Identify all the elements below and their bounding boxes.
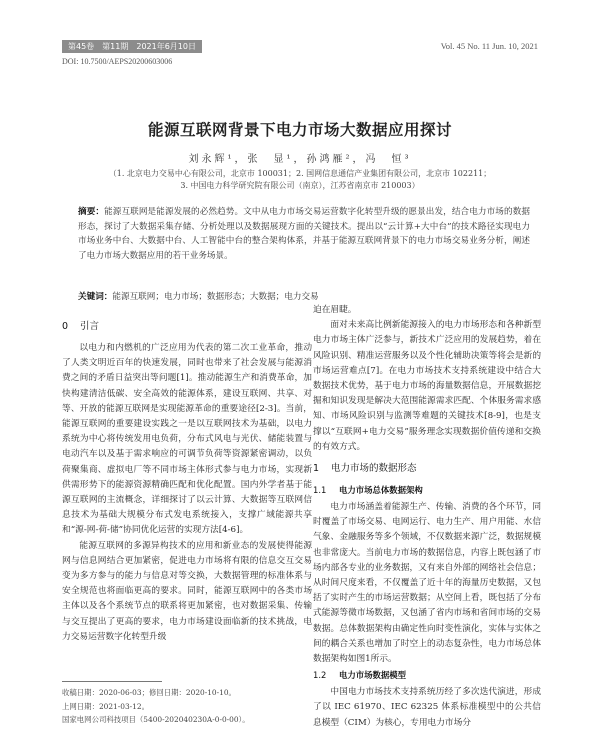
footnote-online: 上网日期：2021-03-12。	[62, 701, 149, 711]
footnotes	[62, 686, 250, 727]
subsection-number: 1.2	[313, 670, 327, 681]
paper-title: 能源互联网背景下电力市场大数据应用探讨	[147, 121, 452, 139]
doi-line[interactable]: DOI: 10.7500/AEPS20200603006	[62, 57, 173, 66]
section-number: 1	[313, 463, 320, 475]
affiliation-line-1: （1. 北京电力交易中心有限公司，北京市 100031；2. 国网信息通信产业集团有限公司，北京市 102211；	[108, 169, 492, 178]
subsection-title: 电力市场数据模型	[339, 670, 406, 681]
subsection-title: 电力市场总体数据架构	[339, 485, 423, 496]
footnote-received: 收稿日期：2020-06-03；修回日期：2020-10-10。	[62, 688, 236, 697]
left-column	[62, 313, 312, 645]
paragraph: 面对未来高比例新能源接入的电力市场形态和各种新型电力市场主体广泛参与，新技术广泛应用的发展趋势，着在风险识别、精准运营服务以及个性化辅助决策等将会是新的市场运营难点[7]。在电力市场技术支持系统建设中结合大数据技术优势，基于电力市场的海量数据信息，开展数据挖掘和知识发现是解决大范围能源需求匹配、个体服务需求感知、市场风险识别与监测等难题的关键技术[8-9]，也是支撑以“互联网+电力交易”服务理念实现数据价值传递和交换的有效方式。	[313, 320, 541, 452]
paragraph: 迫在眉睫。	[313, 305, 357, 315]
section-title: 引言	[80, 321, 100, 332]
journal-issue-tag: 第45卷 第11期 2021年6月10日	[62, 40, 202, 53]
subsection-heading-1-2	[313, 668, 541, 683]
section-heading-introduction	[62, 319, 312, 335]
abstract-text: 能源互联网是能源发展的必然趋势。文中从电力市场交易运营数字化转型升级的愿景出发，结合电力市场的数据形态，探讨了大数据采集存储、分析处理以及数据展现方面的关键技术。提出以“云计算+大中台”的技术路径实现电力市场业务中台、大数据中台、人工智能中台的整合架构体系，并基于能源互联网背景下的电力市场交易业务分析，阐述了电力市场大数据应用的若干业务场景。	[78, 207, 530, 261]
section-number: 0	[62, 321, 69, 332]
footnote-divider	[62, 681, 162, 682]
paragraph: 中国电力市场技术支持系统历经了多次迭代演进，形成了以 IEC 61970、IEC 62325 体系标准模型中的公共信息模型（CIM）为核心，专用电力市场分	[313, 687, 541, 728]
paragraph: 能源互联网的多源异构技术的应用和新业态的发展使得能源网与信息网结合更加紧密，促进电力市场将有限的信息交互交易变为多方参与的能力与信息对等交换，大数据管理的标准体系与安全规范也将面临更高的要求。同时，能源互联网中的各类市场主体以及各个系统节点的联系将更加紧密，也对数据采集、传输与交互提出了更高的要求，电力市场建设面临新的技术挑战，电力交易运营数字化转型升级	[62, 540, 312, 642]
paragraph: 电力市场涵盖着能源生产、传输、消费的各个环节，同时覆盖了市场交易、电网运行、电力生产、用户用能、水信气象、金融服务等多个领域，不仅数据来源广泛，数据规模也非常庞大。当前电力市场的数据信息，内容上既包涵了市场内部各专业的业务数据，又有来自外部的网络社会信息；从时间尺度来看，不仅覆盖了近十年的海量历史数据，又包括了实时产生的市场运营数据；从空间上看，既包括了分布式能源等微市场数据，又包涵了省内市场和省间市场的交易数据。总体数据架构由确定性向时变性演化，实体与实体之间的耦合关系也增加了时空上的动态复杂性，电力市场总体数据架构如图1所示。	[313, 502, 541, 665]
paragraph: 以电力和内燃机的广泛应用为代表的第二次工业革命，推动了人类文明近百年的快速发展，同时也带来了社会发展与能源消费之间的矛盾日益突出等问题[1]。推动能源生产和消费革命，加快构建清洁低碳、安全高效的能源体系，建设互联网、共享、对等、开放的能源互联网是实现能源革命的重要途径[2-3]。当前，能源互联网的重要建设实践之一是以互联网技术为基础，以电力系统为中心将传统发用电负荷，分布式风电与光伏、储能装置与电动汽车以及基于需求响应的可调节负荷等资源紧密调动，以负荷聚集商、虚拟电厂等不同市场主体形式参与电力市场，实现新供需形势下的能源资源精确匹配和优化配置。国内外学者基于能源互联网的主流概念，详细探讨了以云计算、大数据等互联网信息技术为基础大规模分布式发电系统接入，支撑广域能源共享和“源-网-荷-储”协同优化运营的实现方法[4-6]。	[62, 343, 312, 536]
keywords-text: 能源互联网；电力市场；数据形态；大数据；电力交易	[112, 292, 319, 302]
keywords-label: 关键词：	[78, 292, 113, 302]
subsection-heading-1-1	[313, 483, 541, 498]
abstract-block	[78, 205, 530, 263]
subsection-number: 1.1	[313, 485, 327, 496]
volume-info: Vol. 45 No. 11 Jun. 10, 2021	[440, 41, 538, 51]
affiliation-line-2: 3. 中国电力科学研究院有限公司（南京），江苏省南京市 210003）	[180, 181, 420, 190]
abstract-label: 摘要：	[78, 207, 105, 217]
author-list: 刘永辉¹，张 显¹，孙鸿雁²，冯 恒³	[188, 154, 412, 165]
section-title: 电力市场的数据形态	[331, 463, 417, 475]
right-column	[313, 303, 541, 731]
keywords-block	[78, 290, 530, 304]
section-heading-1	[313, 461, 541, 477]
footnote-fund: 国家电网公司科技项目（5400-202040230A-0-0-00）。	[62, 715, 250, 724]
